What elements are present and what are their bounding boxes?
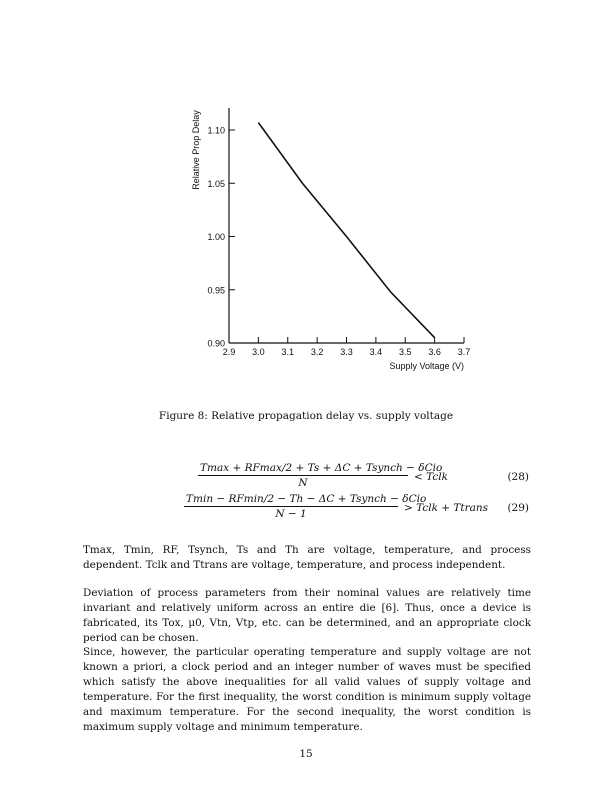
eq28-number: (28) [507,471,529,483]
y-tick-label: 1.00 [207,232,225,242]
paragraph-3: Since, however, the particular operating temperature and supply voltage are not known a priori, a clock period and an integer number of waves must be specified which satisfy the above inequalities for all valid values of supply voltage and temperature. For the first inequality, the worst condition is minimum supply voltage and maximum temperature. For the second inequality, the worst condition is maximum supply voltage and minimum temperature. [83,646,531,733]
x-tick-label: 3.3 [340,347,353,357]
x-tick-label: 3.1 [281,347,295,357]
y-axis-label: Relative Prop Delay [191,110,201,190]
eq28-rhs: < Tclk [414,471,448,483]
page-number: 15 [299,748,313,760]
y-tick-label: 0.95 [207,285,225,296]
x-axis-label: Supply Voltage (V) [389,361,464,371]
series-line [258,123,434,338]
eq29-rhs: > Tclk + Ttrans [404,502,489,514]
x-tick-label: 3.4 [369,347,383,357]
y-tick-label: 0.90 [207,338,225,349]
eq28-numerator: Tmax + RFmax/2 + Ts + ΔC + Tsynch − δCio [200,462,443,474]
paragraph-2: Deviation of process parameters from their nominal values are relatively time invariant and relatively uniform across an entire die [6]. Thus, once a device is fabricated, its Tox, μ0, Vtn, Vtp, etc. can be determined, and an appropriate clock period can be chosen. [83,587,531,644]
eq28-denominator: N [298,477,308,489]
x-tick-label: 3.7 [457,347,471,357]
figure-caption: Figure 8: Relative propagation delay vs. supply voltage [158,410,454,422]
y-tick-label: 1.05 [207,178,225,189]
x-tick-label: 3.2 [310,347,324,357]
eq29-denominator: N − 1 [275,508,307,520]
paragraph-1: Tmax, Tmin, RF, Tsynch, Ts and Th are voltage, temperature, and process dependent. Tclk and Ttrans are voltage, temperature, and process independent. [83,544,531,571]
eq29-numerator: Tmin − RFmin/2 − Th − ΔC + Tsynch − δCio [186,493,427,505]
eq29-number: (29) [507,502,529,514]
y-tick-label: 1.10 [207,125,225,136]
x-tick-label: 3.5 [398,347,412,357]
x-tick-label: 3.6 [428,347,441,357]
x-tick-label: 2.9 [222,347,236,357]
x-tick-label: 3.0 [252,347,265,357]
